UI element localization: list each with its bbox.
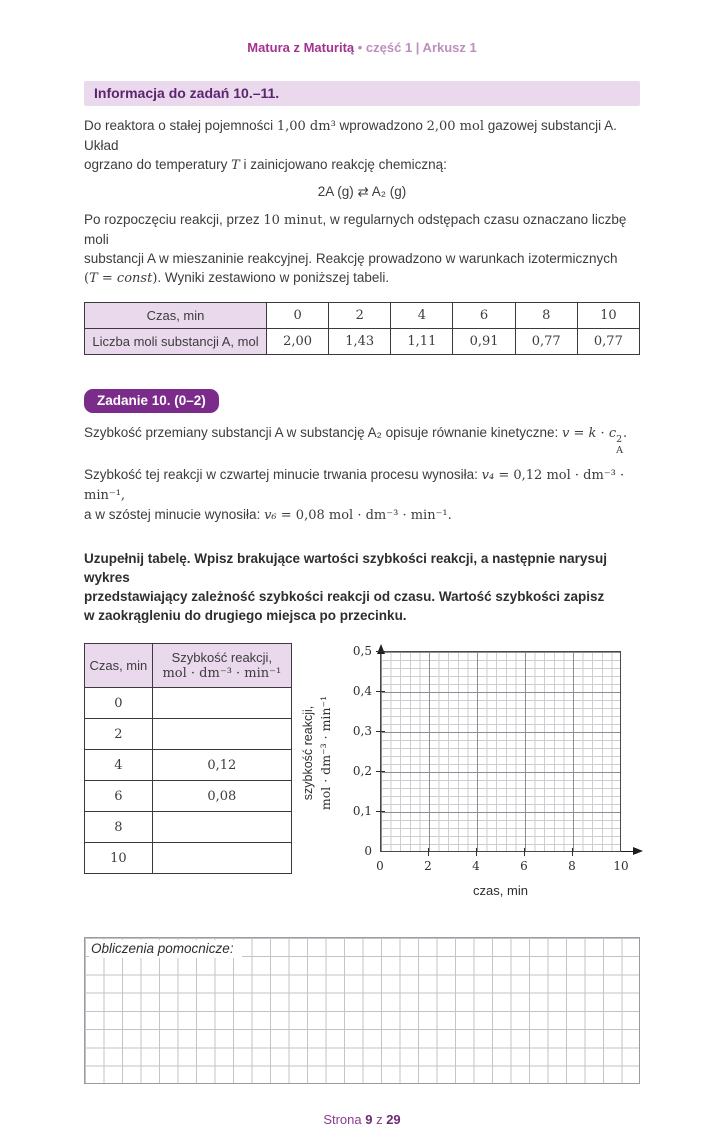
rates-line-1: Szybkość tej reakcji w czwartej minucie trwania procesu wynosiła: v₄ = 0,12 mol · dm⁻³ · min⁻¹, xyxy=(84,467,625,503)
rate-answer-cell[interactable] xyxy=(152,843,291,874)
rates-line-2: a w szóstej minucie wynosiła: v₆ = 0,08 mol · dm⁻³ · min⁻¹. xyxy=(84,507,452,523)
footer-label: Strona xyxy=(323,1112,366,1127)
results-table-moles-row xyxy=(85,329,640,355)
rate-table-row xyxy=(85,812,292,843)
x-tick xyxy=(572,848,573,856)
footer-page-number: 9 xyxy=(365,1112,373,1127)
intro-p2-line1: Po rozpoczęciu reakcji, przez 10 minut, w regularnych odstępach czasu oznaczano liczbę moli xyxy=(84,212,627,247)
y-tick-label: 0,1 xyxy=(352,804,372,818)
reaction-rate-chart xyxy=(292,643,640,911)
rate-table-row xyxy=(85,843,292,874)
task-badge: Zadanie 10. (0–2) xyxy=(84,389,219,413)
rate-table-time-header: Czas, min xyxy=(85,644,153,688)
rate-answer-cell[interactable] xyxy=(152,812,291,843)
time-cell: 10 xyxy=(577,303,639,329)
rate-table-rate-header: Szybkość reakcji, mol · dm⁻³ · min⁻¹ xyxy=(152,644,291,688)
results-table-header-row xyxy=(85,303,640,329)
time-header-cell: Czas, min xyxy=(85,303,267,329)
intro-paragraph-1 xyxy=(84,116,640,175)
reaction-equation: 2A (g) ⇄ A₂ (g) xyxy=(317,184,407,199)
intro-paragraph-2 xyxy=(84,210,640,288)
intro-p1-line2: ogrzano do temperatury T i zainicjowano reakcję chemiczną: xyxy=(84,157,447,173)
x-tick xyxy=(524,848,525,856)
time-cell: 8 xyxy=(515,303,577,329)
rate-value-cell: 0,08 xyxy=(152,781,291,812)
instruction-text: Uzupełnij tabelę. Wpisz brakujące wartości szybkości reakcji, a następnie narysuj wykres przedstawiający zależność szybkości reakcji od czasu. Wartość szybkości zapisz w zaokrągleniu do drugiego miejsca po przecinku. xyxy=(84,551,607,623)
time-cell: 2 xyxy=(329,303,391,329)
header-meta: • część 1 | Arkusz 1 xyxy=(354,40,477,55)
footer-total-pages: 29 xyxy=(386,1112,401,1127)
rate-table-row xyxy=(85,688,292,719)
rate-table-row xyxy=(85,750,292,781)
intro-p1-line1: Do reaktora o stałej pojemności 1,00 dm³ wprowadzono 2,00 mol gazowej substancji A. Układ xyxy=(84,118,617,153)
calc-box-label: Obliczenia pomocnicze: xyxy=(89,940,242,958)
moles-cell: 0,91 xyxy=(453,329,515,355)
rate-answer-cell[interactable] xyxy=(152,688,291,719)
brand-title: Matura z Maturitą xyxy=(247,40,355,55)
y-tick-label: 0,4 xyxy=(352,684,372,698)
c-sup-sub: 2 A xyxy=(616,434,623,456)
rate-table-row xyxy=(85,719,292,750)
y-tick xyxy=(376,731,385,732)
time-cell: 0 xyxy=(85,688,153,719)
y-axis-label: szybkość reakcji, mol · dm⁻³ · min⁻¹ xyxy=(301,695,333,811)
x-tick-label: 0 xyxy=(376,859,384,873)
x-tick-label: 4 xyxy=(472,859,480,873)
x-tick xyxy=(428,848,429,856)
moles-cell: 1,43 xyxy=(329,329,391,355)
kinetic-equation-line: Szybkość przemiany substancji A w substancję A₂ opisuje równanie kinetyczne: v = k · c 2 A . xyxy=(84,425,628,456)
time-cell: 6 xyxy=(453,303,515,329)
intro-p2-line2: substancji A w mieszaninie reakcyjnej. Reakcję prowadzono w warunkach izotermicznych xyxy=(84,251,618,266)
y-axis-arrow-icon xyxy=(377,644,385,654)
y-tick xyxy=(376,691,385,692)
y-tick-label: 0,3 xyxy=(352,724,372,738)
intro-p2-line3: (T = const). Wyniki zestawiono w poniższej tabeli. xyxy=(84,270,390,286)
y-tick xyxy=(376,651,385,652)
x-axis-arrow-icon xyxy=(633,847,643,855)
x-axis-label: czas, min xyxy=(473,883,528,898)
info-box-title: Informacja do zadań 10.–11. xyxy=(94,85,280,101)
page-footer: Strona 9 z 29 xyxy=(323,1112,401,1127)
x-tick-label: 6 xyxy=(520,859,528,873)
time-cell: 0 xyxy=(267,303,329,329)
rate-value-cell: 0,12 xyxy=(152,750,291,781)
y-tick xyxy=(376,771,385,772)
info-box xyxy=(84,81,640,106)
time-cell: 4 xyxy=(85,750,153,781)
moles-cell: 0,77 xyxy=(577,329,639,355)
x-tick xyxy=(476,848,477,856)
moles-header-cell: Liczba moli substancji A, mol xyxy=(85,329,267,355)
rate-answer-cell[interactable] xyxy=(152,719,291,750)
rate-table-row xyxy=(85,781,292,812)
y-tick-label: 0,5 xyxy=(352,644,372,658)
time-cell: 10 xyxy=(85,843,153,874)
y-tick xyxy=(376,811,385,812)
x-tick-label: 10 xyxy=(613,859,629,873)
x-tick-label: 8 xyxy=(568,859,576,873)
time-cell: 2 xyxy=(85,719,153,750)
time-cell: 8 xyxy=(85,812,153,843)
page-header xyxy=(0,0,724,55)
results-table xyxy=(84,302,640,355)
rates-paragraph xyxy=(84,465,640,525)
time-cell: 4 xyxy=(391,303,453,329)
rate-fill-table xyxy=(84,643,292,874)
y-tick-label: 0 xyxy=(364,844,372,858)
x-tick-label: 2 xyxy=(424,859,432,873)
moles-cell: 2,00 xyxy=(267,329,329,355)
time-cell: 6 xyxy=(85,781,153,812)
y-tick-label: 0,2 xyxy=(352,764,372,778)
calc-grid-box[interactable] xyxy=(84,937,640,1084)
rate-table-header-row xyxy=(85,644,292,688)
moles-cell: 1,11 xyxy=(391,329,453,355)
moles-cell: 0,77 xyxy=(515,329,577,355)
chart-grid[interactable] xyxy=(380,651,621,852)
